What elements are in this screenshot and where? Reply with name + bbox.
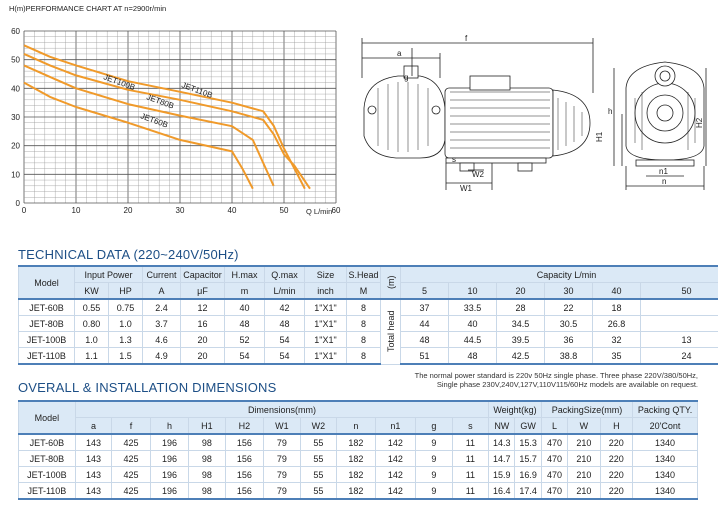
tech-cell-capacity: 51 (401, 348, 449, 365)
dims-cell: 98 (189, 467, 225, 483)
tech-cell-uf: 16 (181, 316, 225, 332)
col-shead: S.Head (347, 266, 381, 283)
tech-cell-a: 2.4 (143, 299, 181, 316)
dims-cell: 156 (225, 483, 264, 500)
dims-cell-pack: 470 (541, 434, 567, 451)
tech-cell-model: JET-60B (19, 299, 75, 316)
series-label-jet80b: JET80B (145, 92, 176, 111)
flow-40: 40 (593, 283, 641, 300)
x-tick-label: 0 (21, 206, 27, 215)
dim-label-n: n (662, 177, 667, 186)
col-hmax: H.max (225, 266, 265, 283)
side-view (362, 34, 593, 193)
dims-cell: 55 (300, 451, 336, 467)
dims-col-g: g (416, 418, 452, 435)
dims-col-a: a (75, 418, 111, 435)
chart-title: H(m)PERFORMANCE CHART AT n=2900r/min (9, 4, 167, 13)
tech-cell-kw: 0.80 (75, 316, 109, 332)
dims-cell: 9 (416, 451, 452, 467)
tech-cell-capacity: 42.5 (497, 348, 545, 365)
dims-cell: 182 (337, 483, 376, 500)
tech-cell-capacity: 32 (593, 332, 641, 348)
tech-row (19, 332, 718, 348)
dims-col-h1: H1 (189, 418, 225, 435)
dim-label-w1: W1 (460, 184, 472, 193)
dims-col-w2: W2 (300, 418, 336, 435)
tech-cell-capacity: 26.8 (593, 316, 641, 332)
dims-cell: 156 (225, 434, 264, 451)
dim-label-h2: H2 (695, 117, 704, 128)
tech-cell-hmax: 52 (225, 332, 265, 348)
tech-cell-kw: 0.55 (75, 299, 109, 316)
chart-x-ticks (22, 206, 341, 215)
dims-cell: 156 (225, 467, 264, 483)
dims-row (19, 467, 698, 483)
dims-col-h: h (150, 418, 189, 435)
tech-cell-kw: 1.0 (75, 332, 109, 348)
dims-cell-pack: 210 (568, 451, 600, 467)
y-tick-label: 50 (11, 55, 20, 65)
dim-label-w2: W2 (472, 170, 484, 179)
x-tick-label: 30 (175, 206, 185, 215)
unit-a: A (143, 283, 181, 300)
dims-cell: 142 (375, 434, 416, 451)
unit-uf: μF (181, 283, 225, 300)
tech-cell-hmax: 40 (225, 299, 265, 316)
x-tick-label: 20 (123, 206, 133, 215)
tech-cell-capacity: 28 (497, 299, 545, 316)
unit-hp: HP (109, 283, 143, 300)
tech-cell-capacity: 24 (641, 348, 718, 365)
tech-cell-capacity: 37 (401, 299, 449, 316)
tech-cell-capacity (641, 316, 718, 332)
tech-cell-capacity: 18 (593, 299, 641, 316)
dims-row (19, 451, 698, 467)
chart-grid (24, 31, 336, 203)
dims-row (19, 483, 698, 500)
dims-col-w1: W1 (264, 418, 300, 435)
dims-cell: 156 (225, 451, 264, 467)
tech-cell-shead: 8 (347, 316, 381, 332)
dims-cell-pack: 210 (568, 483, 600, 500)
dims-cell-qty: 1340 (633, 467, 698, 483)
col-capacity: Capacity L/min (401, 266, 718, 283)
dims-cell-pack: 470 (541, 467, 567, 483)
dims-cell-pack: 220 (600, 467, 632, 483)
dims-cell-weight: 16.9 (515, 467, 541, 483)
dims-col-f: f (112, 418, 151, 435)
dims-col-n: n (337, 418, 376, 435)
x-tick-label: 60 (331, 206, 341, 215)
tech-cell-shead: 8 (347, 299, 381, 316)
col-size: Size (305, 266, 347, 283)
dims-row (19, 434, 698, 451)
dims-cell-weight: 15.9 (489, 467, 515, 483)
tech-cell-a: 3.7 (143, 316, 181, 332)
tech-cell-a: 4.9 (143, 348, 181, 365)
dims-cell: 425 (112, 483, 151, 500)
tech-cell-uf: 20 (181, 332, 225, 348)
tech-cell-qmax: 48 (265, 316, 305, 332)
tech-cell-a: 4.6 (143, 332, 181, 348)
dims-cell: 425 (112, 434, 151, 451)
power-note (370, 371, 698, 389)
tech-cell-uf: 20 (181, 348, 225, 365)
dim-label-n1: n1 (659, 167, 668, 176)
series-label-jet110b: JET110B (180, 80, 214, 100)
tech-cell-capacity: 33.5 (449, 299, 497, 316)
dims-cell: 11 (452, 467, 489, 483)
dims-cell: 142 (375, 467, 416, 483)
y-tick-label: 10 (11, 170, 20, 180)
dims-col-20cont: 20'Cont (633, 418, 698, 435)
unit-M: M (347, 283, 381, 300)
tech-cell-shead: 8 (347, 348, 381, 365)
dims-cell: 79 (264, 467, 300, 483)
dims-cell: 425 (112, 467, 151, 483)
y-tick-label: 30 (11, 113, 20, 122)
dims-col-dimensions: Dimensions(mm) (75, 401, 488, 418)
dims-cell-weight: 14.3 (489, 434, 515, 451)
tech-cell-capacity: 30.5 (545, 316, 593, 332)
tech-row (19, 299, 718, 316)
tech-cell-qmax: 54 (265, 332, 305, 348)
dims-cell: 98 (189, 451, 225, 467)
dims-cell: 55 (300, 467, 336, 483)
note-line-1: The normal power standard is 220v 50Hz single phase. Three phase 220V/380/50Hz, (414, 371, 698, 380)
flow-30: 30 (545, 283, 593, 300)
dims-cell: 196 (150, 467, 189, 483)
dims-cell: 143 (75, 467, 111, 483)
dims-cell: 79 (264, 434, 300, 451)
x-tick-label: 50 (279, 206, 289, 215)
dims-cell-model: JET-100B (19, 467, 76, 483)
series-label-jet60b: JET60B (139, 111, 170, 130)
dims-cell: 196 (150, 483, 189, 500)
dims-cell: 79 (264, 451, 300, 467)
dim-label-h1: H1 (595, 131, 604, 142)
dims-col-n1: n1 (375, 418, 416, 435)
col-model: Model (19, 266, 75, 299)
front-view (595, 62, 706, 190)
tech-cell-uf: 12 (181, 299, 225, 316)
total-head-label: Total head (381, 299, 401, 364)
dims-cell-model: JET-80B (19, 451, 76, 467)
tech-cell-hp: 0.75 (109, 299, 143, 316)
dims-col-packing: PackingSize(mm) (541, 401, 632, 418)
dims-cell-pack: 470 (541, 451, 567, 467)
dims-cell: 9 (416, 467, 452, 483)
dims-cell: 11 (452, 434, 489, 451)
tech-cell-capacity: 35 (593, 348, 641, 365)
dims-cell-qty: 1340 (633, 434, 698, 451)
dim-label-h: h (608, 107, 613, 116)
y-tick-label: 40 (11, 84, 20, 94)
dims-col-model: Model (19, 401, 76, 434)
tech-cell-qmax: 42 (265, 299, 305, 316)
dims-col-gw: GW (515, 418, 541, 435)
dim-label-f: f (465, 34, 468, 43)
tech-cell-capacity: 48 (449, 348, 497, 365)
dims-cell-pack: 220 (600, 451, 632, 467)
tech-cell-capacity: 34.5 (497, 316, 545, 332)
tech-cell-size: 1"X1" (305, 332, 347, 348)
dim-label-a: a (397, 49, 402, 58)
dims-cell-weight: 16.4 (489, 483, 515, 500)
dims-cell: 55 (300, 434, 336, 451)
flow-50: 50 (641, 283, 718, 300)
chart-y-ticks (11, 27, 20, 208)
dims-cell: 143 (75, 451, 111, 467)
dims-cell: 11 (452, 483, 489, 500)
unit-inch: inch (305, 283, 347, 300)
tech-cell-hp: 1.5 (109, 348, 143, 365)
y-tick-label: 20 (11, 141, 20, 151)
dims-cell: 55 (300, 483, 336, 500)
dims-col-nw: NW (489, 418, 515, 435)
dims-cell-weight: 15.3 (515, 434, 541, 451)
dims-col-s: s (452, 418, 489, 435)
flow-20: 20 (497, 283, 545, 300)
dims-cell-pack: 210 (568, 467, 600, 483)
tech-cell-hmax: 48 (225, 316, 265, 332)
dims-col-h2: H2 (225, 418, 264, 435)
dims-col-weight: Weight(kg) (489, 401, 542, 418)
tech-cell-model: JET-100B (19, 332, 75, 348)
dims-cell-pack: 470 (541, 483, 567, 500)
col-current: Current (143, 266, 181, 283)
performance-chart (0, 0, 350, 225)
dims-cell-pack: 210 (568, 434, 600, 451)
dims-cell: 182 (337, 434, 376, 451)
technical-data-title: TECHNICAL DATA (220~240V/50Hz) (18, 247, 239, 262)
dims-col-pack-w: W (568, 418, 600, 435)
note-line-2: Single phase 230V,240V,127V,110V115/60Hz models are available on request. (436, 380, 698, 389)
dims-cell: 79 (264, 483, 300, 500)
dims-cell-qty: 1340 (633, 483, 698, 500)
col-input-power: Input Power (75, 266, 143, 283)
dims-cell: 9 (416, 483, 452, 500)
tech-row (19, 316, 718, 332)
tech-row (19, 348, 718, 365)
dims-col-qty: Packing QTY. (633, 401, 698, 418)
dims-cell-weight: 17.4 (515, 483, 541, 500)
series-label-jet100b: JET100B (102, 72, 137, 93)
tech-cell-capacity: 22 (545, 299, 593, 316)
tech-cell-hp: 1.0 (109, 316, 143, 332)
dims-cell: 196 (150, 434, 189, 451)
dimensions-title: OVERALL & INSTALLATION DIMENSIONS (18, 380, 277, 395)
dims-cell-weight: 15.7 (515, 451, 541, 467)
tech-cell-size: 1"X1" (305, 348, 347, 365)
dims-cell: 11 (452, 451, 489, 467)
dims-cell: 142 (375, 451, 416, 467)
y-tick-label: 60 (11, 27, 20, 36)
y-tick-label: 0 (15, 199, 20, 208)
col-m-unit: (m) (381, 266, 401, 299)
tech-cell-capacity: 39.5 (497, 332, 545, 348)
tech-cell-capacity: 13 (641, 332, 718, 348)
dims-cell-model: JET-110B (19, 483, 76, 500)
dims-cell: 425 (112, 451, 151, 467)
col-qmax: Q.max (265, 266, 305, 283)
dims-cell-model: JET-60B (19, 434, 76, 451)
dimensions-table (18, 400, 698, 500)
dims-col-pack-h: H (600, 418, 632, 435)
dims-cell: 9 (416, 434, 452, 451)
dims-cell-pack: 220 (600, 483, 632, 500)
tech-cell-capacity: 38.8 (545, 348, 593, 365)
tech-cell-kw: 1.1 (75, 348, 109, 365)
dim-label-s: s (452, 155, 456, 164)
technical-data-table (18, 265, 718, 365)
tech-cell-qmax: 54 (265, 348, 305, 365)
tech-cell-hp: 1.3 (109, 332, 143, 348)
tech-cell-capacity: 40 (449, 316, 497, 332)
col-capacitor: Capacitor (181, 266, 225, 283)
tech-cell-model: JET-80B (19, 316, 75, 332)
unit-kw: KW (75, 283, 109, 300)
dims-cell: 182 (337, 451, 376, 467)
x-tick-label: 40 (227, 206, 237, 215)
dimension-drawing (350, 18, 710, 198)
dims-cell-weight: 14.7 (489, 451, 515, 467)
tech-cell-capacity: 44 (401, 316, 449, 332)
dims-cell: 98 (189, 483, 225, 500)
dims-cell-pack: 220 (600, 434, 632, 451)
unit-m: m (225, 283, 265, 300)
flow-10: 10 (449, 283, 497, 300)
x-tick-label: 10 (71, 206, 81, 215)
dims-col-pack-l: L (541, 418, 567, 435)
tech-cell-size: 1"X1" (305, 299, 347, 316)
tech-cell-model: JET-110B (19, 348, 75, 365)
tech-cell-hmax: 54 (225, 348, 265, 365)
dims-cell: 182 (337, 467, 376, 483)
flow-5: 5 (401, 283, 449, 300)
unit-lmin: L/min (265, 283, 305, 300)
dims-cell: 142 (375, 483, 416, 500)
tech-cell-capacity: 36 (545, 332, 593, 348)
tech-cell-capacity: 44.5 (449, 332, 497, 348)
dims-cell: 143 (75, 483, 111, 500)
tech-cell-capacity: 48 (401, 332, 449, 348)
dims-cell: 143 (75, 434, 111, 451)
dims-cell: 196 (150, 451, 189, 467)
dim-label-g: g (404, 73, 409, 82)
chart-xlabel: Q L/min (306, 207, 333, 216)
dims-cell-qty: 1340 (633, 451, 698, 467)
dims-cell: 98 (189, 434, 225, 451)
tech-cell-shead: 8 (347, 332, 381, 348)
tech-cell-size: 1"X1" (305, 316, 347, 332)
tech-cell-capacity (641, 299, 718, 316)
